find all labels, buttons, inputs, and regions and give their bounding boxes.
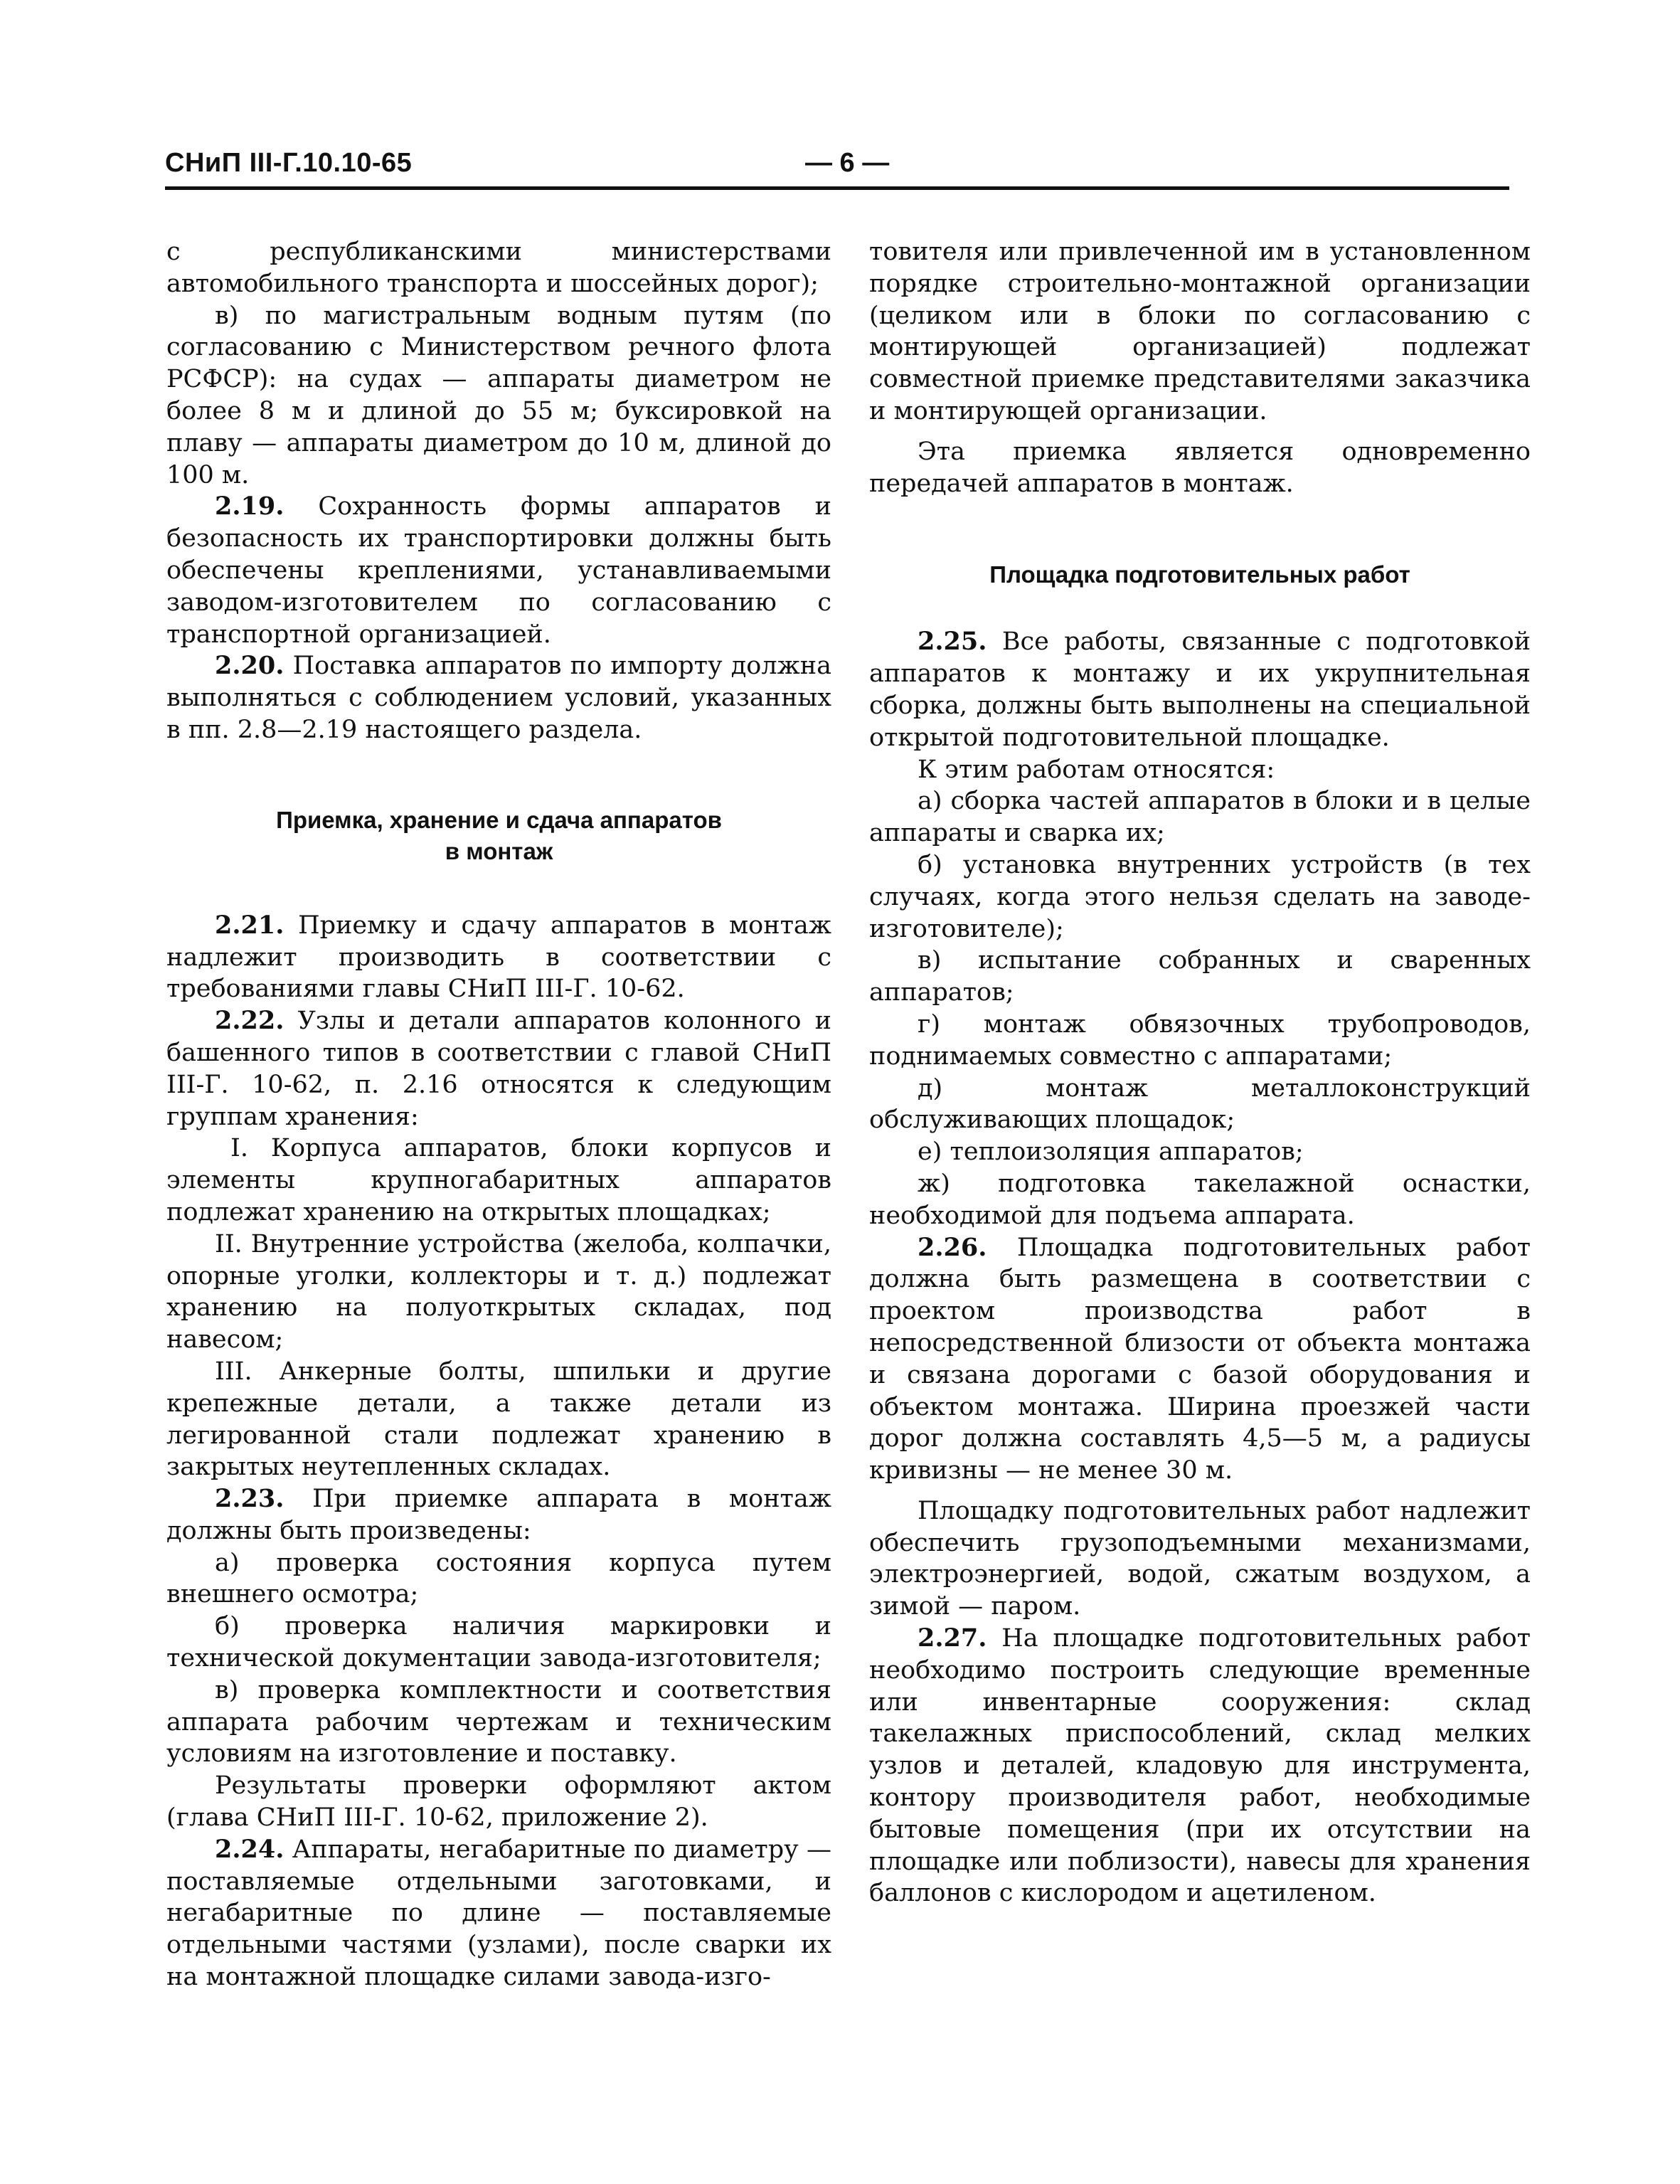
list-item: в) испытание собранных и сваренных аппаратов; — [869, 946, 1531, 1007]
heading-line: Приемка, хранение и сдача аппаратов — [276, 806, 722, 833]
list-item: б) проверка наличия маркировки и технической документации завода-изготовителя; — [166, 1612, 831, 1673]
clause-number: 2.27. — [918, 1623, 987, 1653]
clause-2-23 — [166, 1483, 831, 1547]
clause-2-27 — [869, 1623, 1531, 1909]
clause-2-25 — [869, 626, 1531, 753]
heading-line: в монтаж — [445, 837, 553, 864]
clause-text: Поставка аппаратов по импорту должна выполняться с соблюдением условий, указанных в пп. 2.8—2.19 настоящего раздела. — [166, 652, 831, 744]
left-column — [166, 236, 831, 1993]
list-item: ж) подготовка такелажной оснастки, необходимой для подъема аппарата. — [869, 1169, 1531, 1230]
clause-2-19 — [166, 491, 831, 650]
paragraph: К этим работам относятся: — [918, 755, 1275, 784]
clause-number: 2.20. — [215, 651, 285, 681]
clause-2-21 — [166, 910, 831, 1005]
clause-text: Сохранность формы аппаратов и безопасность их транспортировки должны быть обеспечены креплениями, устанавливаемыми заводом-изготовителем по согласованию с транспортной организацией. — [166, 492, 831, 649]
clause-text: Все работы, связанные с подготовкой аппаратов к монтажу и их укрупнительная сборка, должны быть выполнены на специальной открытой подготовительной площадке. — [869, 627, 1531, 752]
clause-2-22 — [166, 1005, 831, 1133]
clause-number: 2.23. — [215, 1484, 285, 1514]
list-item: г) монтаж обвязочных трубопроводов, поднимаемых совместно с аппаратами; — [869, 1009, 1531, 1071]
paragraph: товителя или привлеченной им в установленном порядке строительно-монтажной организации (целиком или в блоки по согласованию с монтирующей организацией) подлежат совместной приемке представителями заказчика и монтирующей организации. — [869, 238, 1531, 425]
list-item: б) установка внутренних устройств (в тех случаях, когда этого нельзя сделать на заводе-изготовителе); — [869, 850, 1531, 943]
clause-number: 2.19. — [215, 492, 285, 521]
clause-number: 2.21. — [215, 910, 285, 940]
clause-number: 2.25. — [918, 627, 987, 657]
clause-number: 2.26. — [918, 1232, 987, 1262]
right-column — [869, 236, 1531, 1909]
clause-text: На площадке подготовительных работ необходимо построить следующие временные или инвентарные сооружения: склад такелажных приспособлений, склад мелких узлов и деталей, кладовую для инструмента, контору производителя работ, необходимые бытовые помещения (при их отсутствии на площадке или поблизости), навесы для хранения баллонов с кислородом и ацетиленом. — [869, 1624, 1531, 1908]
list-item: II. Внутренние устройства (желоба, колпачки, опорные уголки, коллекторы и т. д.) подлежат хранению на полуоткрытых складах, под навесом; — [166, 1229, 831, 1355]
list-item: I. Корпуса аппаратов, блоки корпусов и элементы крупногабаритных аппаратов подлежат хранению на открытых площадках; — [166, 1134, 831, 1226]
clause-2-26 — [869, 1232, 1531, 1487]
page-number: — 6 — — [805, 148, 890, 178]
paragraph: Площадку подготовительных работ надлежит обеспечить грузоподъемными механизмами, электроэнергией, водой, сжатым воздухом, а зимой — паром. — [869, 1496, 1531, 1621]
list-item: а) сборка частей аппаратов в блоки и в целые аппараты и сварка их; — [869, 787, 1531, 848]
paragraph: Эта приемка является одновременно передачей аппаратов в монтаж. — [869, 437, 1531, 498]
clause-text: Площадка подготовительных работ должна быть размещена в соответствии с проектом производства работ в непосредственной близости от объекта монтажа и связана дорогами с базой оборудования и объектом монтажа. Ширина проезжей части дорог должна составлять 4,5—5 м, а радиусы кривизны — не менее 30 м. — [869, 1233, 1531, 1485]
clause-text: Узлы и детали аппаратов колонного и башенного типов в соответствии с главой СНиП III-Г. 10-62, п. 2.16 относятся к следующим группам хранения: — [166, 1007, 831, 1131]
paragraph: с республиканскими министерствами автомобильного транспорта и шоссейных дорог); — [166, 238, 831, 298]
clause-number: 2.24. — [215, 1834, 285, 1864]
clause-text: Приемку и сдачу аппаратов в монтаж надлежит производить в соответствии с требованиями главы СНиП III-Г. 10-62. — [166, 911, 831, 1004]
page-header — [165, 148, 1509, 191]
list-item: в) проверка комплектности и соответствия аппарата рабочим чертежам и техническим условиям на изготовление и поставку. — [166, 1675, 831, 1769]
section-heading-acceptance — [166, 805, 831, 867]
list-item: в) по магистральным водным путям (по согласованию с Министерством речного флота РСФСР): на судах — аппараты диаметром не более 8 м и длиной до 55 м; буксировкой на плаву — аппараты диаметром до 10 м, длиной до 100 м. — [166, 301, 831, 489]
clause-2-20 — [166, 650, 831, 746]
list-item: е) теплоизоляция аппаратов; — [918, 1138, 1304, 1167]
clause-text: Аппараты, негабаритные по диаметру — поставляемые отдельными заготовками, и негабаритные по длине — поставляемые отдельными частями (узлами), после сварки их на монтажной площадке силами завода-изго- — [166, 1835, 831, 1992]
list-item: д) монтаж металлоконструкций обслуживающих площадок; — [869, 1074, 1531, 1135]
list-item: а) проверка состояния корпуса путем внешнего осмотра; — [166, 1548, 831, 1609]
section-heading-preparation-site: Площадка подготовительных работ — [989, 561, 1410, 588]
list-item: III. Анкерные болты, шпильки и другие крепежные детали, а также детали из легированной стали подлежат хранению в закрытых неутепленных складах. — [166, 1357, 831, 1482]
header-rule — [165, 186, 1509, 190]
paragraph: Результаты проверки оформляют актом (глава СНиП III-Г. 10-62, приложение 2). — [166, 1771, 831, 1833]
clause-number: 2.22. — [215, 1006, 285, 1036]
clause-2-24 — [166, 1834, 831, 1993]
document-code: СНиП III-Г.10.10-65 — [165, 148, 413, 178]
clause-text: При приемке аппарата в монтаж должны быть произведены: — [166, 1485, 831, 1545]
